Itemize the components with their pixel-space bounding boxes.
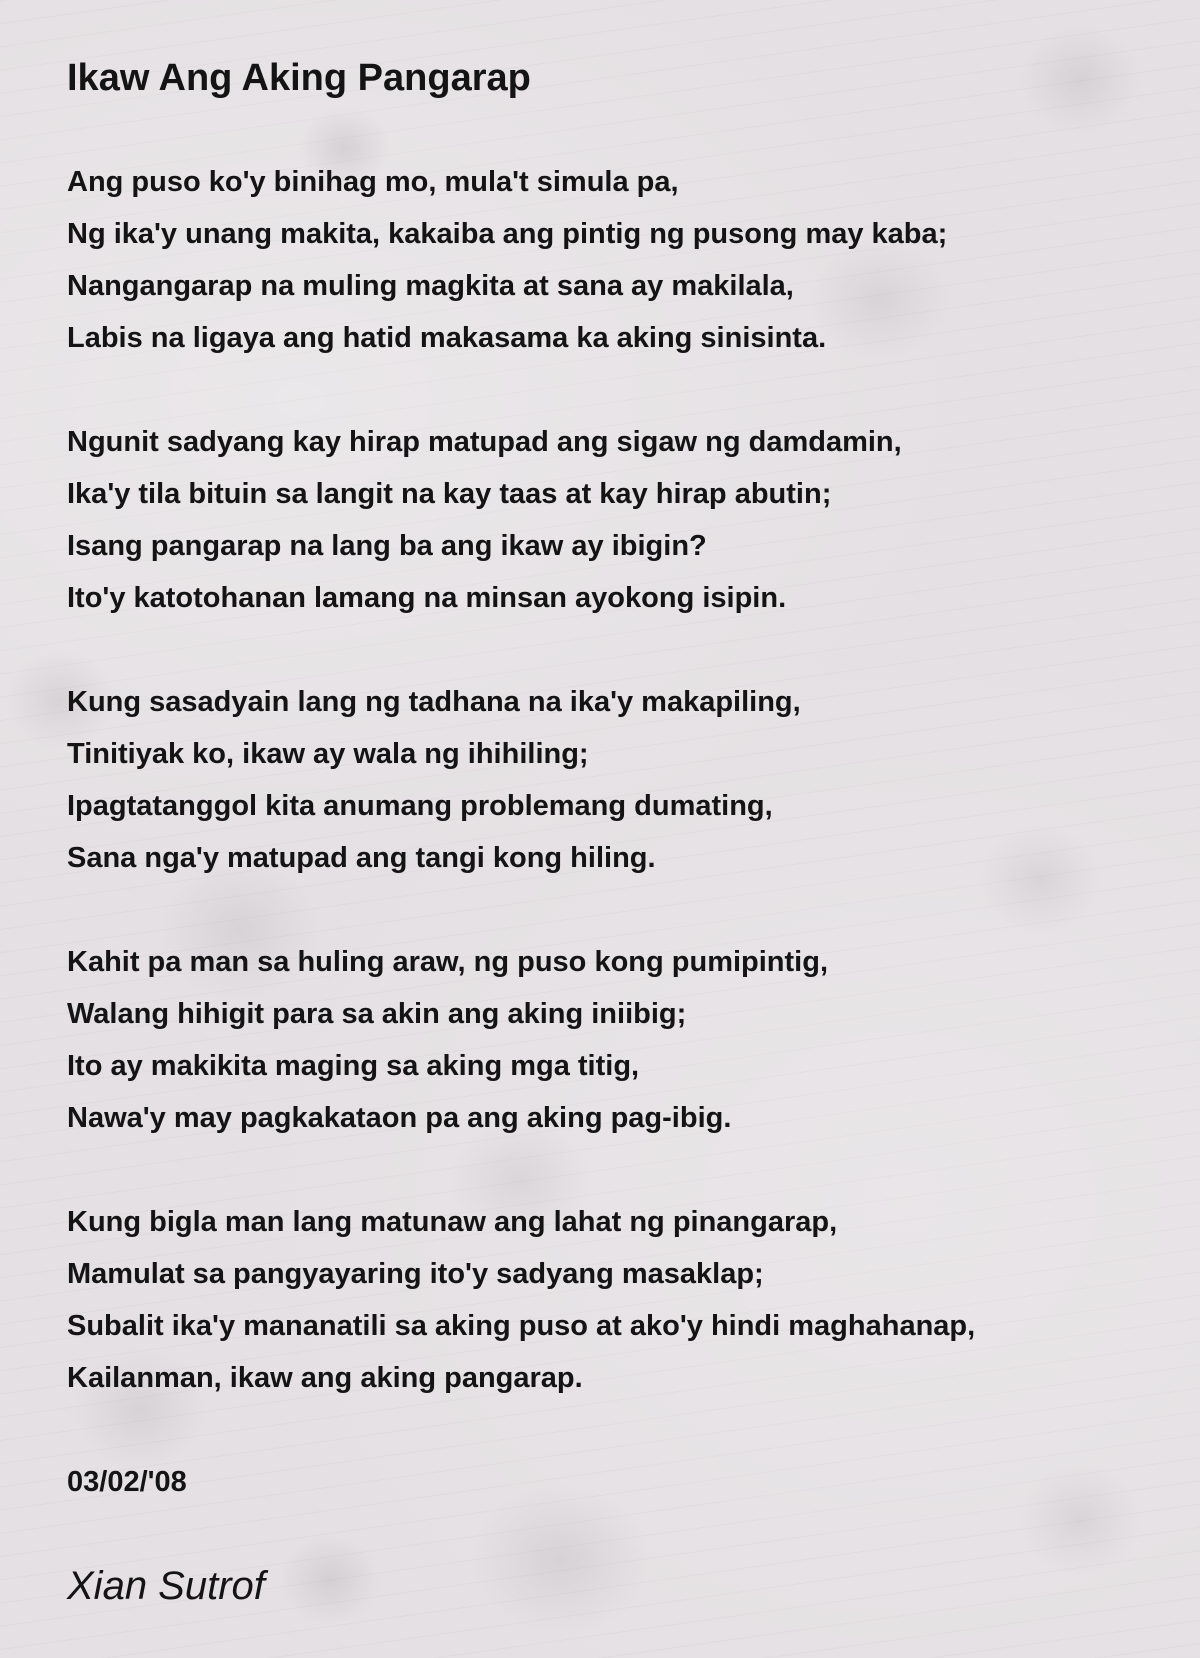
poem-author: Xian Sutrof xyxy=(67,1564,265,1608)
poem-line: Ngunit sadyang kay hirap matupad ang sigaw ng damdamin, xyxy=(67,426,902,458)
poem-line: Kung sasadyain lang ng tadhana na ika'y makapiling, xyxy=(67,686,801,718)
poem-line: Kailanman, ikaw ang aking pangarap. xyxy=(67,1362,583,1394)
poem-line: Kahit pa man sa huling araw, ng puso kong pumipintig, xyxy=(67,946,829,978)
stanza-1 xyxy=(67,156,1167,364)
stanza-2 xyxy=(67,416,1167,624)
poem-line: Ito ay makikita maging sa aking mga titig, xyxy=(67,1050,640,1082)
poem-line: Ang puso ko'y binihag mo, mula't simula pa, xyxy=(67,166,679,198)
poem-line: Mamulat sa pangyayaring ito'y sadyang masaklap; xyxy=(67,1258,764,1290)
poem-line: Nawa'y may pagkakataon pa ang aking pag-ibig. xyxy=(67,1102,732,1134)
poem-line: Ika'y tila bituin sa langit na kay taas at kay hirap abutin; xyxy=(67,478,832,510)
poem-line: Ipagtatanggol kita anumang problemang dumating, xyxy=(67,790,773,822)
poem xyxy=(67,52,1167,1612)
poem-line: Kung bigla man lang matunaw ang lahat ng pinangarap, xyxy=(67,1206,838,1238)
poem-line: Subalit ika'y mananatili sa aking puso at ako'y hindi maghahanap, xyxy=(67,1310,976,1342)
poem-line: Ito'y katotohanan lamang na minsan ayokong isipin. xyxy=(67,582,787,614)
poem-line: Isang pangarap na lang ba ang ikaw ay ibigin? xyxy=(67,530,707,562)
stanza-5 xyxy=(67,1196,1167,1404)
poem-line: Sana nga'y matupad ang tangi kong hiling. xyxy=(67,842,656,874)
stanza-3 xyxy=(67,676,1167,884)
poem-body xyxy=(67,156,1167,1508)
poem-title: Ikaw Ang Aking Pangarap xyxy=(67,57,531,99)
poem-line: Tinitiyak ko, ikaw ay wala ng ihihiling; xyxy=(67,738,589,770)
stanza-4 xyxy=(67,936,1167,1144)
poem-line: Ng ika'y unang makita, kakaiba ang pintig ng pusong may kaba; xyxy=(67,218,948,250)
poem-line: Labis na ligaya ang hatid makasama ka aking sinisinta. xyxy=(67,322,827,354)
poem-line: Walang hihigit para sa akin ang aking iniibig; xyxy=(67,998,687,1030)
poem-date: 03/02/'08 xyxy=(67,1466,187,1498)
poem-line: Nangangarap na muling magkita at sana ay makilala, xyxy=(67,270,794,302)
